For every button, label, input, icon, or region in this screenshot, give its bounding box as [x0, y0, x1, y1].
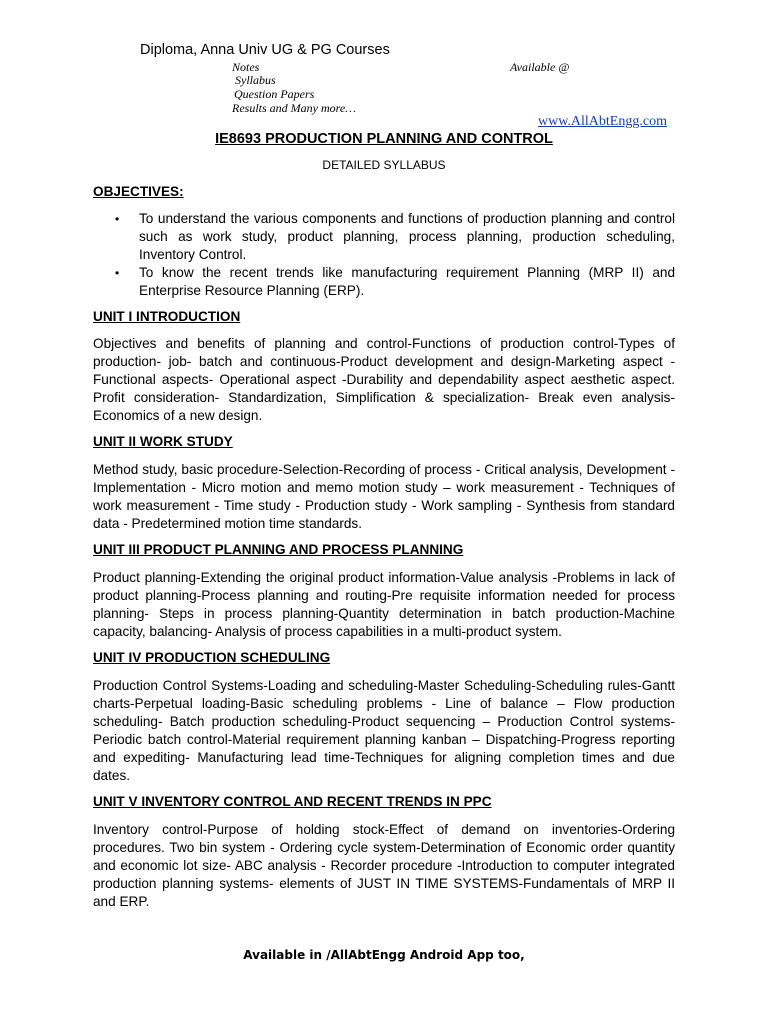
bullet-icon: • — [115, 266, 120, 281]
header-title: Diploma, Anna Univ UG & PG Courses — [140, 42, 390, 58]
unit-2-body: Method study, basic procedure-Selection-Recording of process - Critical analysis, Development - Implementation - Micro motion and memo motion study – work measurement - Techniques of work measurement - Time study - Production study - Work sampling - Synthesis from standard data - Predetermined motion time standards. — [93, 462, 675, 532]
unit-1-heading: UNIT I INTRODUCTION — [93, 309, 241, 324]
objective-item — [93, 210, 675, 264]
unit-5-heading: UNIT V INVENTORY CONTROL AND RECENT TRENDS IN PPC — [93, 794, 492, 809]
objective-text: To understand the various components and functions of production planning and control such as work study, product planning, process planning, production scheduling, Inventory Control. — [139, 211, 675, 263]
objective-text: To know the recent trends like manufacturing requirement Planning (MRP II) and Enterprise Resource Planning (ERP). — [139, 265, 675, 299]
unit-1-body: Objectives and benefits of planning and control-Functions of production control-Types of production- job- batch and continuous-Product development and design-Marketing aspect - Functional aspects- Operational aspect -Durability and dependability aspect aesthetic aspect. Profit consideration- Standardization, Simplification & specialization- Break even analysis-Economics of a new design. — [93, 336, 675, 424]
document-title: IE8693 PRODUCTION PLANNING AND CONTROL — [215, 131, 553, 147]
unit-2-heading: UNIT II WORK STUDY — [93, 434, 233, 449]
objective-item — [93, 264, 675, 300]
unit-3-body: Product planning-Extending the original product information-Value analysis -Problems in lack of product planning-Process planning and routing-Pre requisite information needed for process planning- Steps in process planning-Quantity determination in batch production-Machine capacity, balancing- Analysis of process capabilities in a multi-product system. — [93, 570, 675, 640]
unit-4-heading: UNIT IV PRODUCTION SCHEDULING — [93, 650, 331, 665]
unit-3-heading: UNIT III PRODUCT PLANNING AND PROCESS PLANNING — [93, 542, 464, 557]
bullet-icon: • — [115, 212, 120, 226]
footer-note: Available in /AllAbtEngg Android App too, — [243, 948, 525, 962]
website-link[interactable]: www.AllAbtEngg.com — [538, 114, 667, 129]
header-available: Available @ — [510, 60, 570, 74]
objectives-list — [93, 210, 675, 300]
header-line-syllabus: Syllabus — [235, 73, 276, 87]
header-line-results: Results and Many more… — [232, 101, 356, 115]
unit-4-body: Production Control Systems-Loading and scheduling-Master Scheduling-Scheduling rules-Gantt charts-Perpetual loading-Basic scheduling problems - Line of balance – Flow production scheduling- Batch production scheduling-Product sequencing – Production Control systems-Periodic batch control-Material requirement planning kanban – Dispatching-Progress reporting and expediting- Manufacturing lead time-Techniques for aligning completion times and due dates. — [93, 678, 675, 784]
unit-5-body: Inventory control-Purpose of holding stock-Effect of demand on inventories-Ordering procedures. Two bin system - Ordering cycle system-Determination of Economic order quantity and economic lot size- ABC analysis - Recorder procedure -Introduction to computer integrated production planning systems- elements of JUST IN TIME SYSTEMS-Fundamentals of MRP II and ERP. — [93, 822, 675, 910]
objectives-heading: OBJECTIVES: — [93, 184, 184, 199]
header-line-notes: Notes — [232, 60, 260, 74]
header-line-question-papers: Question Papers — [234, 87, 315, 101]
document-subtitle: DETAILED SYLLABUS — [322, 158, 446, 172]
